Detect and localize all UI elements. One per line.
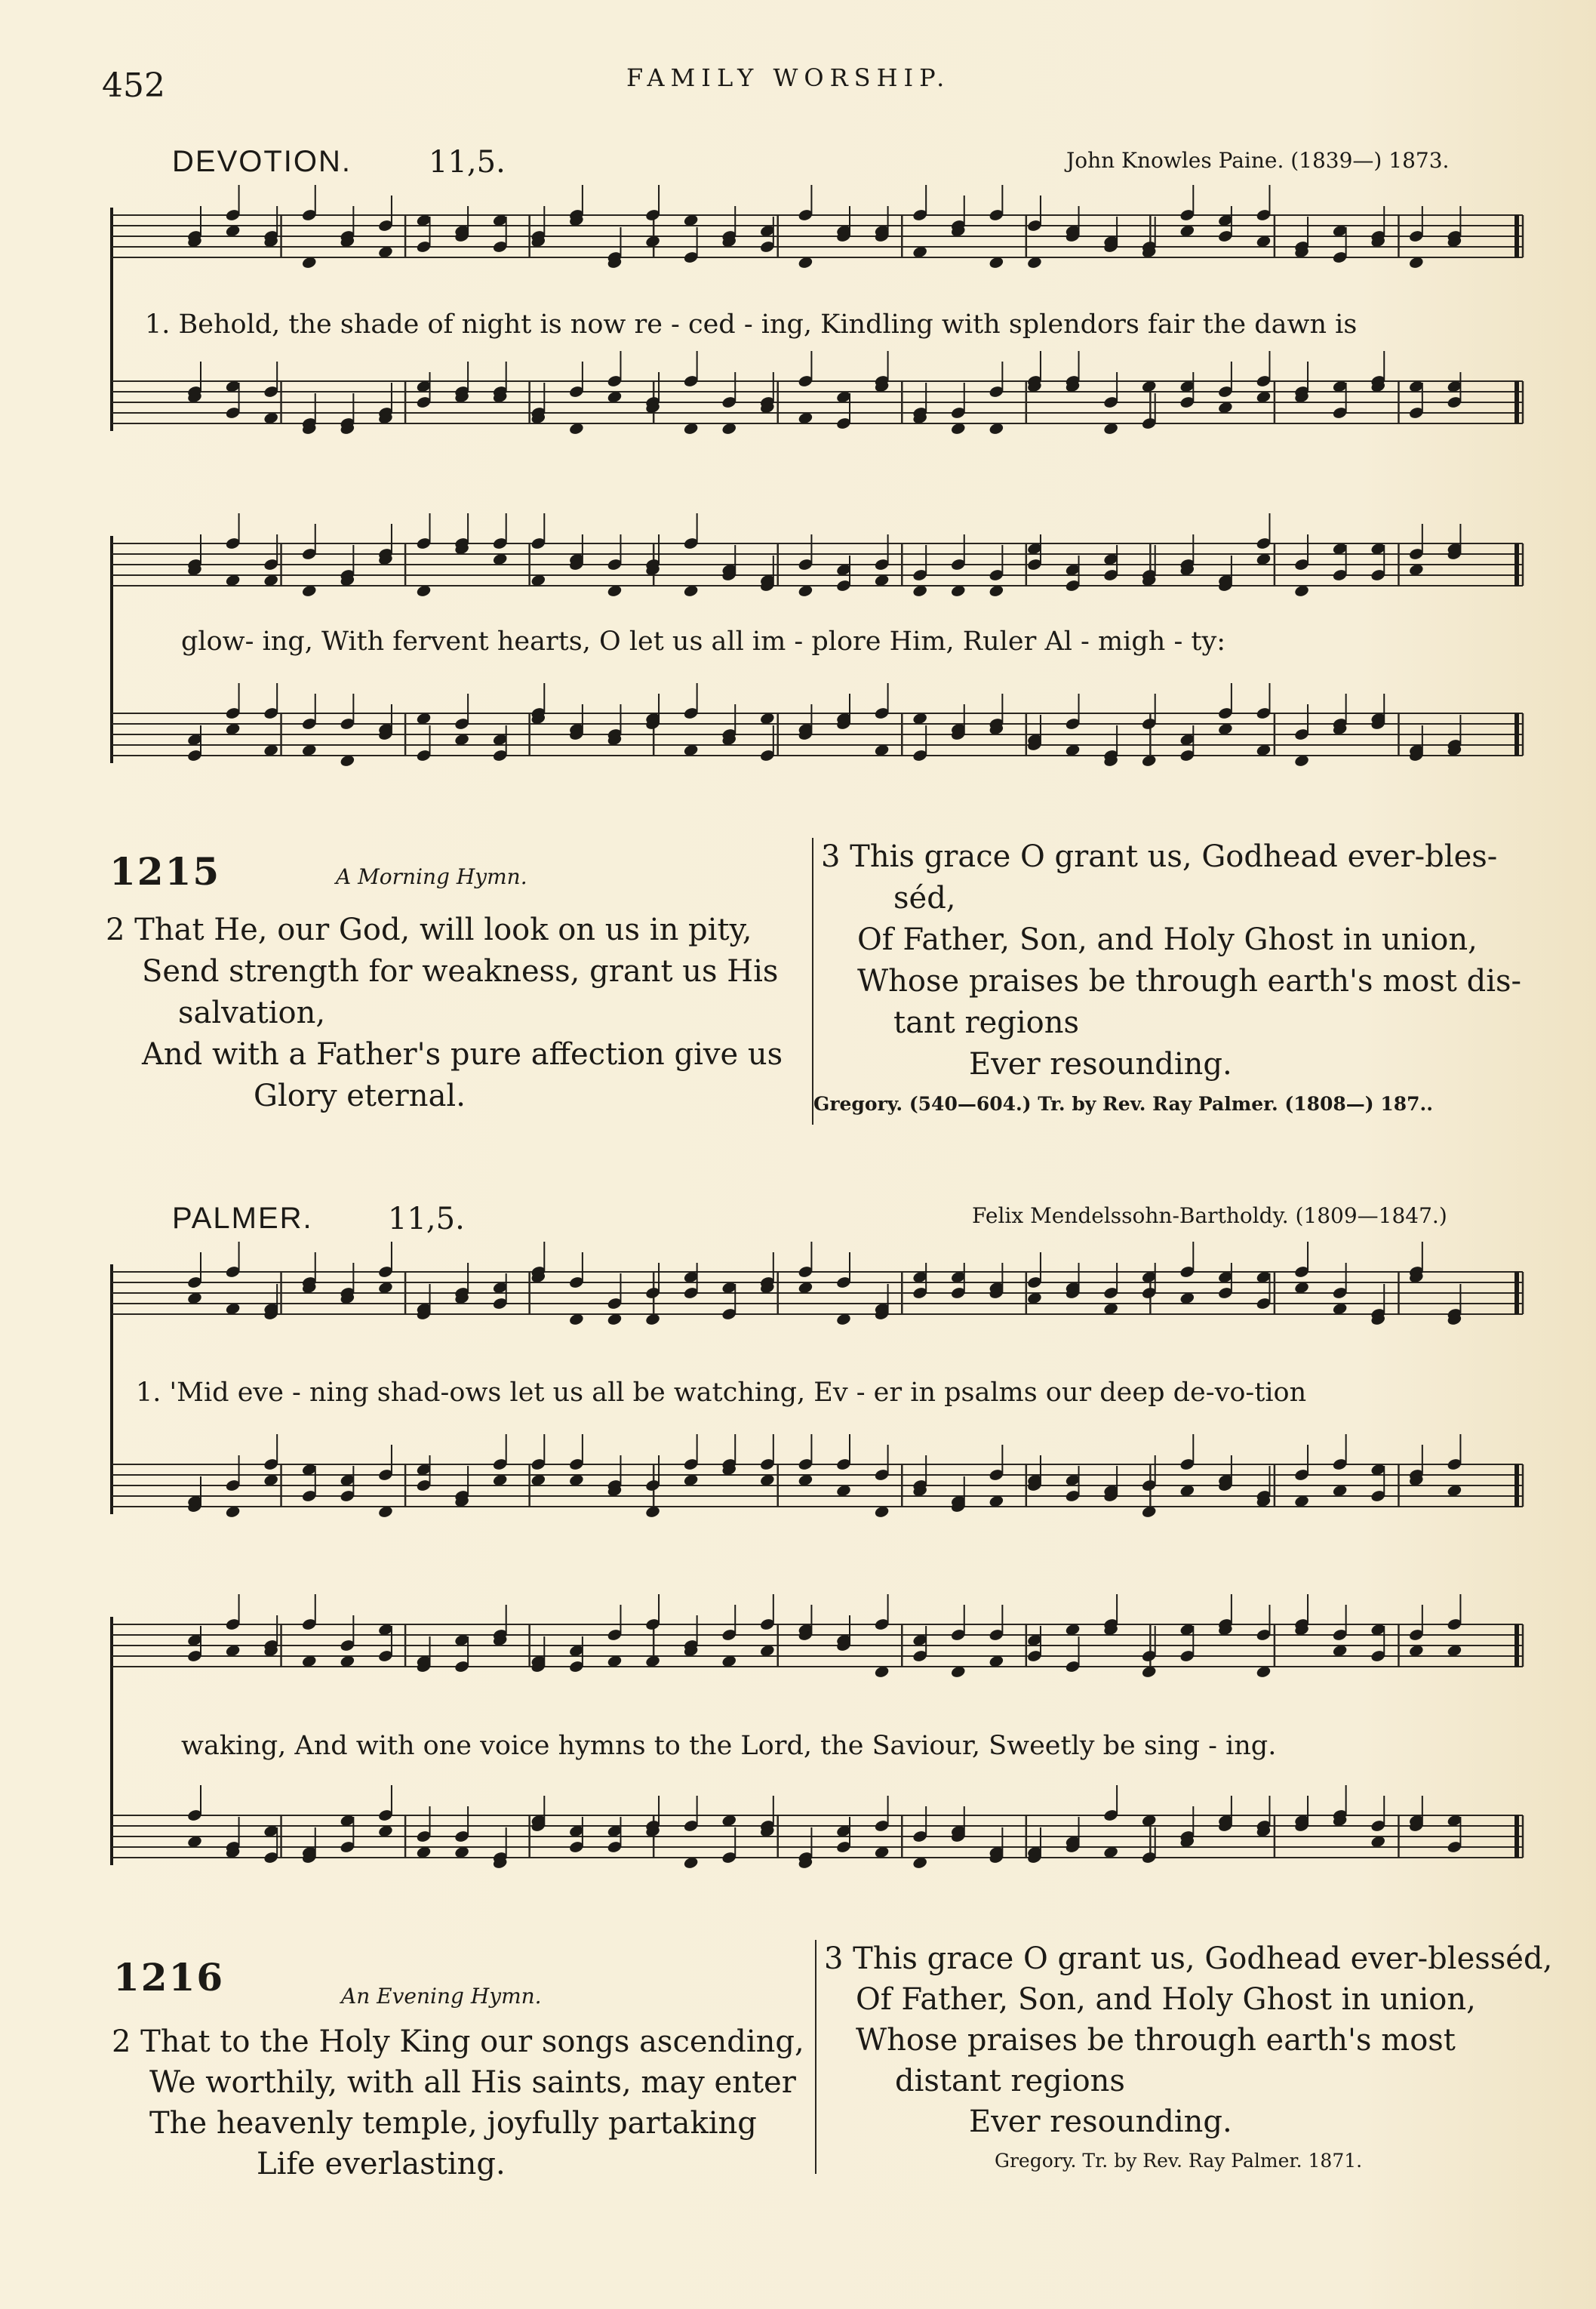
verse-line: 3 This grace O grant us, Godhead ever-bles- [821,839,1498,874]
tune-meter: 11,5. [429,145,506,180]
lyric-line: glow- ing, With fervent hearts, O let us all im - plore Him, Ruler Al - migh - ty: [181,627,1226,657]
verse-line: salvation, [178,996,326,1030]
translation-credit: Gregory. (540—604.) Tr. by Rev. Ray Palmer. (1808—) 187.. [813,1093,1433,1115]
tune-meter: 11,5. [388,1202,465,1236]
verse-line: Life everlasting. [257,2147,506,2181]
verse-line: tant regions [893,1005,1080,1040]
verse-line: Glory eternal. [254,1079,466,1113]
lyric-line: 1. Behold, the shade of night is now re - ced - ing, Kindling with splendors fair the dawn is [145,309,1358,340]
hymn-number: 1215 [109,849,221,894]
verse-line: 3 This grace O grant us, Godhead ever-blesséd, [824,1941,1553,1976]
tune-name: PALMER. [172,1202,313,1235]
hymn-number: 1216 [113,1955,225,2000]
lyric-line: waking, And with one voice hymns to the Lord, the Saviour, Sweetly be sing - ing. [181,1731,1277,1761]
verse-2 [106,910,783,1117]
verse-line: distant regions [895,2064,1125,2098]
verse-line: Ever resounding. [969,1047,1232,1082]
hymn-subtitle: A Morning Hymn. [336,864,527,889]
verse-line: Send strength for weakness, grant us His [142,954,779,989]
running-title: FAMILY WORSHIP. [626,63,951,92]
verse-line: Whose praises be through earth's most [856,2023,1456,2058]
verse-line: séd, [893,881,956,916]
verse-line: Ever resounding. [969,2104,1232,2139]
verse-2 [112,2021,804,2184]
verse-line: And with a Father's pure affection give us [142,1037,783,1072]
verse-line: Of Father, Son, and Holy Ghost in union, [857,922,1478,957]
tune-composer: John Knowles Paine. (1839—) 1873. [1066,148,1450,173]
column-divider [815,1940,816,2174]
verse-3 [821,836,1521,1085]
verse-line: We worthily, with all His saints, may enter [149,2065,796,2100]
tune-composer: Felix Mendelssohn-Bartholdy. (1809—1847.) [972,1203,1447,1228]
translation-credit: Gregory. Tr. by Rev. Ray Palmer. 1871. [995,2150,1363,2172]
verse-line: Of Father, Son, and Holy Ghost in union, [856,1982,1476,2017]
verse-3 [824,1938,1552,2142]
tune-name: DEVOTION. [172,145,352,178]
hymn-subtitle: An Evening Hymn. [341,1984,542,2009]
verse-line: Whose praises be through earth's most dis- [857,964,1522,999]
lyric-line: 1. 'Mid eve - ning shad-ows let us all be watching, Ev - er in psalms our deep de-vo-tion [136,1378,1307,1408]
verse-line: 2 That to the Holy King our songs ascending, [112,2024,804,2059]
verse-line: 2 That He, our God, will look on us in pity, [106,913,752,947]
column-divider [812,838,813,1125]
verse-line: The heavenly temple, joyfully partaking [149,2106,757,2141]
page-number: 452 [102,66,165,105]
